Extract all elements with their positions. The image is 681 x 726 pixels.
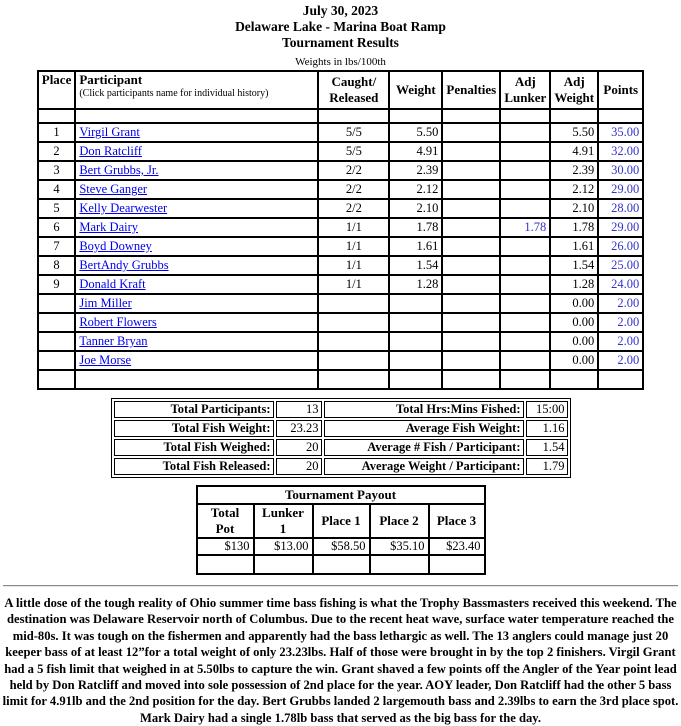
empty-cell (197, 555, 254, 574)
cell-place: 6 (38, 218, 76, 237)
payout-col-lunker-1: Lunker 1 (254, 504, 313, 538)
summary-value2: 1.16 (526, 420, 568, 437)
cell-name (75, 313, 318, 332)
adj-lunker-line2: Lunker (504, 90, 547, 105)
date-title: July 30, 2023 (302, 3, 379, 18)
cell-adj-weight (550, 370, 598, 389)
table-row (38, 199, 644, 218)
adj-weight-line1: Adj (563, 74, 585, 89)
page (0, 3, 681, 725)
cell-weight (389, 332, 442, 351)
cell-points (598, 370, 643, 389)
cell-adj-weight: 0.00 (550, 313, 598, 332)
cell-weight: 2.10 (389, 199, 442, 218)
results-header-row (38, 71, 644, 109)
cell-adj-lunker (500, 123, 550, 142)
table-row (38, 123, 644, 142)
cell-adj-weight: 1.54 (550, 256, 598, 275)
summary-body (114, 401, 568, 475)
cell-caught-released: 5/5 (318, 123, 389, 142)
divider (3, 585, 678, 587)
cell-weight: 1.61 (389, 237, 442, 256)
participant-link[interactable]: Donald Kraft (79, 277, 146, 291)
cell-adj-lunker (500, 294, 550, 313)
cell-name (75, 123, 318, 142)
participant-header-note: (Click participants name for individual history) (79, 88, 269, 99)
table-row (38, 370, 644, 389)
table-row (38, 237, 644, 256)
cell-name (75, 370, 318, 389)
participant-link[interactable]: BertAndy Grubbs (79, 258, 169, 272)
cell-penalties (442, 199, 500, 218)
cell-points: 24.00 (598, 275, 643, 294)
cell-name (75, 294, 318, 313)
cell-adj-lunker (500, 370, 550, 389)
participant-link[interactable]: Jim Miller (79, 296, 132, 310)
cell-adj-lunker (500, 237, 550, 256)
cell-place (38, 332, 76, 351)
cell-adj-weight: 2.39 (550, 161, 598, 180)
cell-name (75, 109, 318, 123)
cell-weight: 2.12 (389, 180, 442, 199)
cell-caught-released: 5/5 (318, 142, 389, 161)
cell-name (75, 218, 318, 237)
cell-adj-lunker (500, 161, 550, 180)
cell-adj-lunker (500, 332, 550, 351)
cell-weight (389, 294, 442, 313)
participant-link[interactable]: Tanner Bryan (79, 334, 148, 348)
summary-value1: 13 (276, 401, 322, 418)
col-header-place: Place (38, 71, 76, 109)
cell-place: 4 (38, 180, 76, 199)
table-row (38, 218, 644, 237)
summary-row (114, 420, 568, 437)
summary-label1: Total Fish Weighed: (114, 439, 274, 456)
col-header-penalties: Penalties (442, 71, 500, 109)
payout-values-row (197, 538, 485, 555)
cell-caught-released (318, 294, 389, 313)
summary-value2: 1.54 (526, 439, 568, 456)
cell-place (38, 294, 76, 313)
cell-place: 1 (38, 123, 76, 142)
summary-value2: 1.79 (526, 458, 568, 475)
cell-points: 29.00 (598, 180, 643, 199)
cell-weight: 2.39 (389, 161, 442, 180)
payout-col-total-pot: Total Pot (197, 504, 254, 538)
payout-empty-row (197, 555, 485, 574)
payout-col-place-1: Place 1 (313, 504, 370, 538)
page-title: Tournament Results (282, 35, 399, 50)
col-header-adj-weight (550, 71, 598, 109)
empty-cell (254, 555, 313, 574)
cell-penalties (442, 142, 500, 161)
cell-name (75, 180, 318, 199)
page-header (0, 3, 681, 51)
cell-points: 25.00 (598, 256, 643, 275)
cell-caught-released: 1/1 (318, 237, 389, 256)
cell-name (75, 275, 318, 294)
participant-link[interactable]: Robert Flowers (79, 315, 157, 329)
tournament-report: A little dose of the tough reality of Ohio summer time bass fishing is what the Trophy Bassmasters received this weekend. The destination was Delaware Reservoir north of Columbus. Due to the recent heat wave, surface water temperature reached the mid-80s. It was tough on the fishermen and apparently had the bass lethargic as well. The 13 anglers could manage just 20 keeper bass of at least 12”for a total weight of only 23.23lbs. Half of those were brought in by the top 2 finishers. Virgil Grant had a 5 fish limit that weighed in at 5.50lbs to capture the win. Grant shaved a few points off the Angler of the Year point lead held by Don Ratcliff and moved into sole possession of 2nd place for the year. AOY leader, Don Ratcliff had the other 5 bass limit for 4.91lb and the 2nd position for the day. Bert Grubbs landed 2 largemouth bass and 2.39lbs to earn the 3rd place spot. Mark Dairy had a single 1.78lb bass that served as the big bass for the day. (2, 596, 679, 725)
empty-cell (313, 555, 370, 574)
table-row (38, 313, 644, 332)
cell-caught-released (318, 370, 389, 389)
cell-points (598, 109, 643, 123)
table-row (38, 294, 644, 313)
cell-name (75, 237, 318, 256)
cell-adj-lunker (500, 180, 550, 199)
cell-name (75, 199, 318, 218)
cell-adj-weight: 0.00 (550, 294, 598, 313)
results-table (37, 70, 645, 390)
payout-header-row (197, 504, 485, 538)
participant-link[interactable]: Virgil Grant (79, 125, 140, 139)
payout-place-2: $35.10 (370, 538, 429, 555)
payout-total-pot: $130 (197, 538, 254, 555)
cell-caught-released (318, 332, 389, 351)
cell-place (38, 370, 76, 389)
cell-name (75, 161, 318, 180)
table-row (38, 142, 644, 161)
cell-place: 7 (38, 237, 76, 256)
col-header-caught-released (318, 71, 389, 109)
participant-link[interactable]: Steve Ganger (79, 182, 148, 196)
cell-adj-weight: 1.78 (550, 218, 598, 237)
summary-label1: Total Participants: (114, 401, 274, 418)
summary-label2: Average Fish Weight: (324, 420, 524, 437)
cell-penalties (442, 218, 500, 237)
cell-adj-lunker (500, 351, 550, 370)
payout-table (196, 485, 486, 575)
table-row (38, 180, 644, 199)
cell-weight: 1.78 (389, 218, 442, 237)
summary-label1: Total Fish Weight: (114, 420, 274, 437)
cell-caught-released: 1/1 (318, 218, 389, 237)
cell-adj-lunker (500, 142, 550, 161)
participant-link[interactable]: Don Ratcliff (79, 144, 142, 158)
cell-adj-weight: 1.28 (550, 275, 598, 294)
summary-table (111, 398, 571, 478)
weights-note: Weights in lbs/100th (295, 56, 386, 68)
empty-cell (370, 555, 429, 574)
payout-col-place-2: Place 2 (370, 504, 429, 538)
cell-adj-weight (550, 109, 598, 123)
payout-place-1: $58.50 (313, 538, 370, 555)
col-header-points: Points (598, 71, 643, 109)
participant-link[interactable]: Mark Dairy (79, 220, 139, 234)
cell-points: 2.00 (598, 351, 643, 370)
cell-adj-weight: 1.61 (550, 237, 598, 256)
cell-weight (389, 370, 442, 389)
cell-place (38, 351, 76, 370)
cell-penalties (442, 332, 500, 351)
participant-header-label: Participant (79, 72, 143, 87)
cell-points: 26.00 (598, 237, 643, 256)
payout-place-3: $23.40 (429, 538, 485, 555)
cell-weight (389, 313, 442, 332)
cell-penalties (442, 123, 500, 142)
cell-penalties (442, 351, 500, 370)
cell-weight: 1.28 (389, 275, 442, 294)
summary-row (114, 439, 568, 456)
cell-place: 5 (38, 199, 76, 218)
cell-weight: 5.50 (389, 123, 442, 142)
empty-cell (429, 555, 485, 574)
summary-value1: 23.23 (276, 420, 322, 437)
cell-adj-weight: 0.00 (550, 351, 598, 370)
col-header-weight: Weight (389, 71, 442, 109)
cell-points: 30.00 (598, 161, 643, 180)
cell-name (75, 351, 318, 370)
cell-adj-lunker (500, 275, 550, 294)
cell-penalties (442, 180, 500, 199)
cell-weight: 4.91 (389, 142, 442, 161)
cell-penalties (442, 313, 500, 332)
cell-adj-weight: 0.00 (550, 332, 598, 351)
cell-adj-weight: 2.12 (550, 180, 598, 199)
cell-points: 2.00 (598, 313, 643, 332)
cell-place (38, 313, 76, 332)
cell-adj-lunker (500, 199, 550, 218)
cell-caught-released: 2/2 (318, 161, 389, 180)
cell-adj-lunker (500, 109, 550, 123)
cell-points: 29.00 (598, 218, 643, 237)
summary-label1: Total Fish Released: (114, 458, 274, 475)
summary-value1: 20 (276, 458, 322, 475)
table-row (38, 161, 644, 180)
cell-points: 35.00 (598, 123, 643, 142)
cell-place: 3 (38, 161, 76, 180)
caught-line1: Caught/ (331, 74, 377, 89)
cell-caught-released: 1/1 (318, 256, 389, 275)
cell-points: 32.00 (598, 142, 643, 161)
cell-penalties (442, 161, 500, 180)
table-row (38, 351, 644, 370)
cell-weight: 1.54 (389, 256, 442, 275)
table-row (38, 109, 644, 123)
participant-link[interactable]: Bert Grubbs, Jr. (79, 163, 159, 177)
participant-link[interactable]: Kelly Dearwester (79, 201, 168, 215)
cell-adj-lunker (500, 256, 550, 275)
col-header-participant (75, 71, 318, 109)
cell-weight (389, 109, 442, 123)
table-row (38, 256, 644, 275)
cell-caught-released (318, 109, 389, 123)
cell-name (75, 142, 318, 161)
table-row (38, 332, 644, 351)
cell-caught-released (318, 351, 389, 370)
adj-weight-line2: Weight (554, 90, 595, 105)
location-title: Delaware Lake - Marina Boat Ramp (235, 19, 446, 34)
cell-penalties (442, 275, 500, 294)
results-body (38, 109, 644, 389)
cell-adj-lunker: 1.78 (500, 218, 550, 237)
cell-caught-released: 2/2 (318, 199, 389, 218)
cell-place (38, 109, 76, 123)
payout-title: Tournament Payout (197, 486, 485, 504)
adj-lunker-line1: Adj (514, 74, 536, 89)
payout-col-place-3: Place 3 (429, 504, 485, 538)
cell-points: 2.00 (598, 332, 643, 351)
cell-place: 2 (38, 142, 76, 161)
summary-row (114, 401, 568, 418)
released-line2: Released (329, 90, 379, 105)
cell-name (75, 256, 318, 275)
cell-penalties (442, 370, 500, 389)
summary-row (114, 458, 568, 475)
payout-lunker-1: $13.00 (254, 538, 313, 555)
cell-caught-released: 1/1 (318, 275, 389, 294)
cell-penalties (442, 256, 500, 275)
table-row (38, 275, 644, 294)
cell-penalties (442, 237, 500, 256)
summary-label2: Average Weight / Participant: (324, 458, 524, 475)
summary-label2: Average # Fish / Participant: (324, 439, 524, 456)
cell-penalties (442, 109, 500, 123)
payout-title-row (197, 486, 485, 504)
cell-adj-weight: 4.91 (550, 142, 598, 161)
summary-label2: Total Hrs:Mins Fished: (324, 401, 524, 418)
cell-place: 8 (38, 256, 76, 275)
cell-place: 9 (38, 275, 76, 294)
participant-link[interactable]: Boyd Downey (79, 239, 152, 253)
cell-weight (389, 351, 442, 370)
cell-name (75, 332, 318, 351)
summary-value1: 20 (276, 439, 322, 456)
cell-caught-released: 2/2 (318, 180, 389, 199)
cell-points: 28.00 (598, 199, 643, 218)
participant-link[interactable]: Joe Morse (79, 353, 132, 367)
col-header-adj-lunker (500, 71, 550, 109)
cell-points: 2.00 (598, 294, 643, 313)
cell-caught-released (318, 313, 389, 332)
cell-adj-weight: 2.10 (550, 199, 598, 218)
cell-penalties (442, 294, 500, 313)
cell-adj-weight: 5.50 (550, 123, 598, 142)
summary-value2: 15:00 (526, 401, 568, 418)
cell-adj-lunker (500, 313, 550, 332)
